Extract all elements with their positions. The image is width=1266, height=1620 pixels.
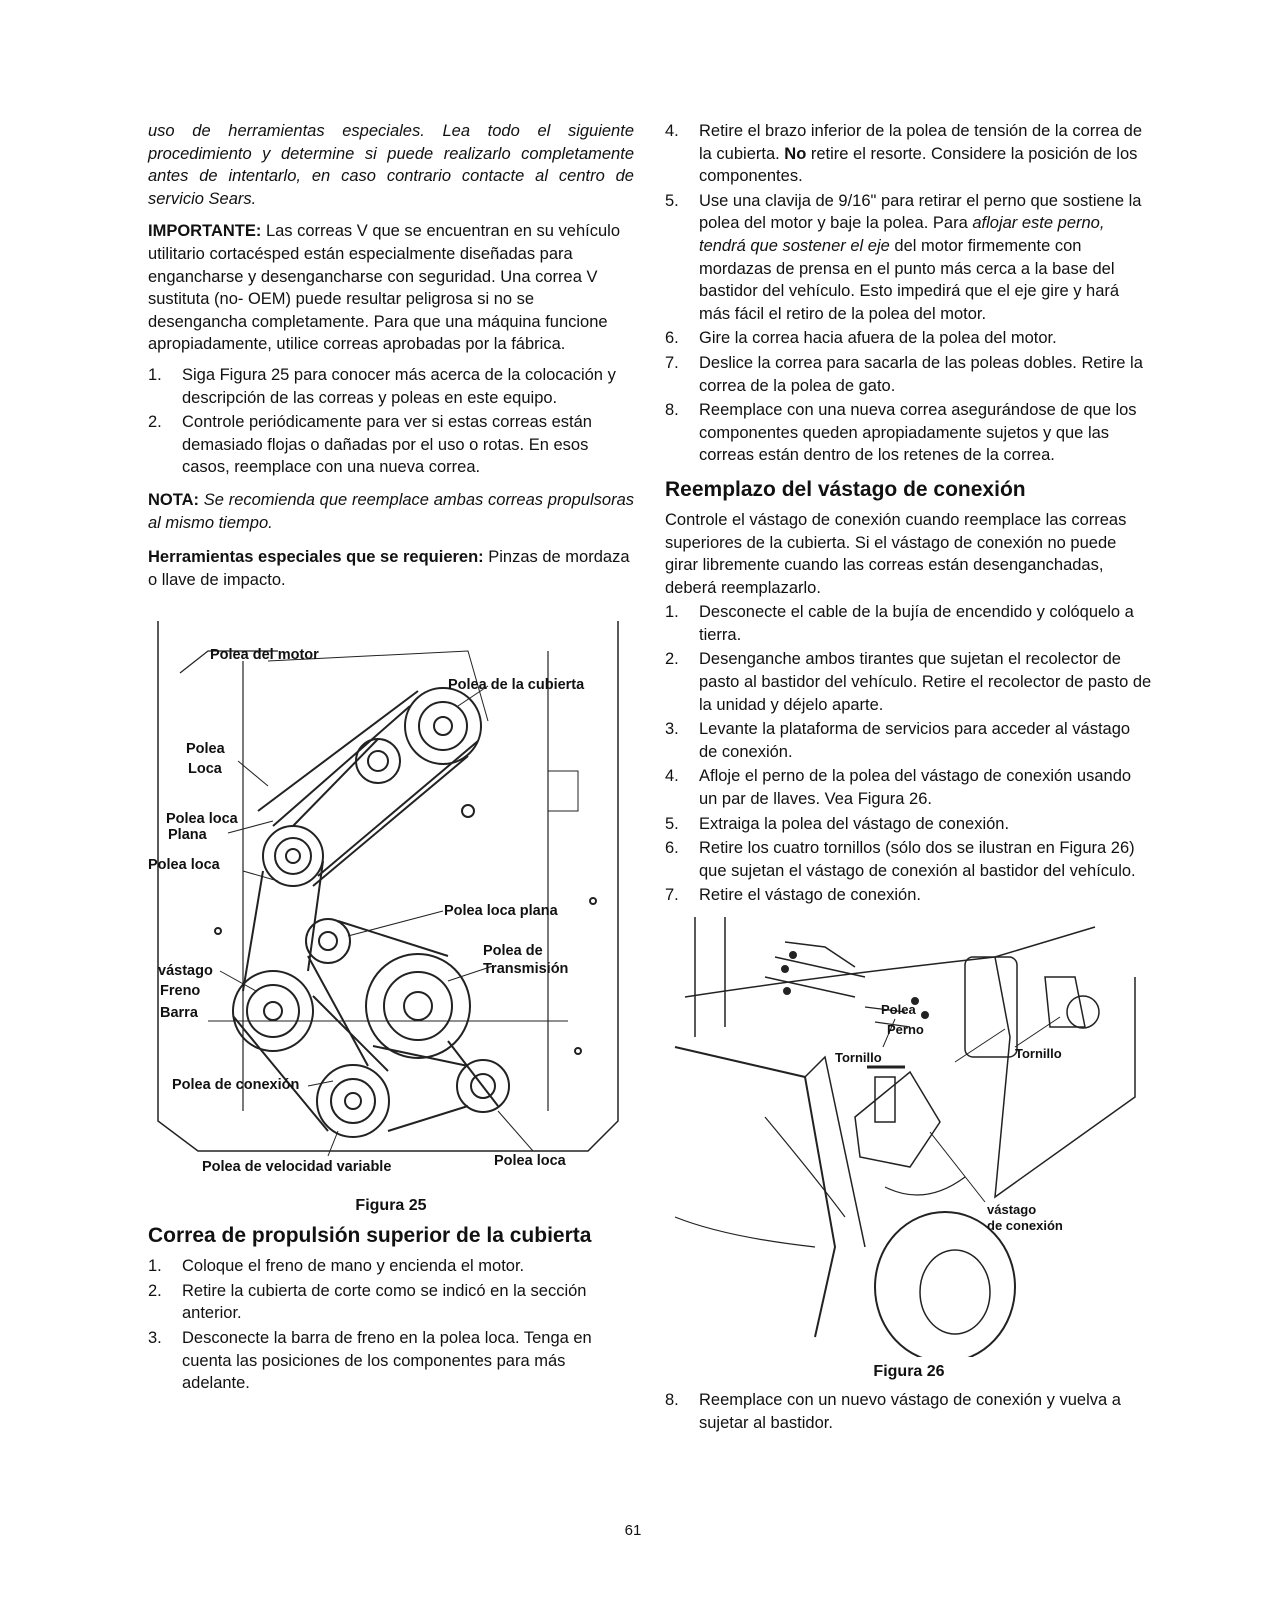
note-label: NOTA: — [148, 490, 200, 509]
important-text: Las correas V que se encuentran en su vehículo utilitario cortacésped están especialmente diseñadas para engancharse y desengancharse con seguridad. Una correa V sustituta (no- OEM) puede resultar peligrosa si no se desengancha completamente. Para que una máquina funcione apropiadamente, utilice correas aprobadas por la fábrica. — [148, 222, 621, 354]
figure-25-caption: Figura 25 — [355, 1197, 427, 1215]
step-number: 3. — [665, 720, 679, 739]
step-text: Reemplace con una nueva correa asegurándose de que los componentes queden apropiadamente sujetos y que las correas están dentro de los retenes de la correa. — [699, 401, 1137, 465]
label-polea-de-la-cubierta: Polea de la cubierta — [448, 677, 585, 694]
step-italic: aflojar este perno, tendrá que sostener el eje — [699, 214, 1105, 255]
inspection-steps — [148, 364, 634, 479]
step-number: 8. — [665, 1391, 679, 1409]
list-item — [665, 648, 1153, 716]
step-number: 7. — [665, 353, 679, 372]
tools-text: Pinzas de mordaza o llave de impacto. — [148, 548, 630, 589]
label-polea-de-transmision-a: Polea de — [483, 943, 543, 960]
correa-steps-continued — [665, 120, 1153, 467]
list-item — [148, 1327, 634, 1395]
step-text: Retire el brazo inferior de la polea de tensión de la correa de la cubierta. — [699, 122, 1143, 163]
step-number: 5. — [665, 191, 679, 210]
step-text: Desenganche ambos tirantes que sujetan el recolector de pasto al bastidor del vehículo. Retire el recolector de pasto de la unidad y déjelo aparte. — [699, 650, 1152, 714]
step-text: Desconecte el cable de la bujía de encendido y colóquelo a tierra. — [699, 603, 1134, 644]
step-number: 2. — [148, 1281, 162, 1300]
step-text: Use una clavija de 9/16" para retirar el perno que sostiene la polea del motor y baje la polea. Para — [699, 191, 1142, 233]
label-polea-loca-3: Polea loca — [494, 1153, 566, 1170]
list-item — [148, 1280, 634, 1325]
important-paragraph — [148, 220, 634, 356]
list-item — [665, 352, 1153, 397]
final-step — [665, 1389, 1153, 1434]
label-vastago-b: de conexión — [987, 1218, 1063, 1233]
step-number: 2. — [665, 650, 679, 669]
step-number: 4. — [665, 767, 679, 786]
step-text: Extraiga la polea del vástago de conexión. — [699, 814, 1010, 833]
label-polea-loca-b: Loca — [188, 761, 222, 778]
step-text: Siga Figura 25 para conocer más acerca de la colocación y descripción de las correas y poleas en este equipo. — [182, 365, 616, 407]
label-barra: Barra — [160, 1005, 198, 1022]
belt-diagram-illustration — [148, 611, 634, 1191]
label-polea-loca-plana-2: Polea loca plana — [444, 903, 558, 920]
label-tornillo-2: Tornillo — [1015, 1046, 1062, 1061]
step-text: Levante la plataforma de servicios para acceder al vástago de conexión. — [699, 720, 1131, 761]
step-number: 1. — [148, 365, 162, 384]
list-item — [665, 718, 1153, 763]
step-text: del motor firmemente con mordazas de prensa en el punto más cerca a la base del bastidor del vehículo. Esto impedirá que el eje gire y hará más fácil el retiro de la polea del motor. — [699, 236, 1120, 323]
important-label: IMPORTANTE: — [148, 222, 262, 241]
tools-label: Herramientas especiales que se requieren: — [148, 548, 484, 567]
label-polea-de-conexion: Polea de conexión — [172, 1077, 300, 1094]
step-number: 1. — [665, 603, 679, 622]
list-item — [665, 813, 1153, 836]
step-number: 7. — [665, 886, 679, 905]
label-tornillo-1: Tornillo — [835, 1050, 882, 1065]
connection-shaft-illustration — [665, 917, 1153, 1357]
list-item — [665, 765, 1153, 810]
label-polea: Polea — [881, 1002, 916, 1017]
note-text: Se recomienda que reemplace ambas correas propulsoras al mismo tiempo. — [148, 490, 634, 532]
step-text: Retire la cubierta de corte como se indicó en la sección anterior. — [182, 1281, 587, 1323]
step-number: 1. — [148, 1257, 162, 1276]
label-freno: Freno — [160, 983, 201, 1000]
correa-steps — [148, 1255, 634, 1395]
step-text: Retire los cuatro tornillos (sólo dos se ilustran en Figura 26) que sujetan el vástago de conexión al bastidor del vehículo. — [699, 839, 1136, 880]
step-text: Retire el vástago de conexión. — [699, 886, 921, 905]
label-polea-loca-plana-b: Plana — [168, 827, 207, 844]
step-text: Controle periódicamente para ver si estas correas están demasiado flojas o dañadas por el uso o rotas. En esos casos, reemplace con una nueva correa. — [182, 413, 592, 477]
figure-26 — [665, 917, 1153, 1357]
label-vastago: vástago — [158, 963, 213, 980]
figure-26-caption: Figura 26 — [873, 1363, 945, 1380]
step-text: Desconecte la barra de freno en la polea loca. Tenga en cuenta las posiciones de los componentes para más adelante. — [182, 1329, 592, 1393]
label-polea-loca-a: Polea — [186, 741, 225, 758]
step-text: Afloje el perno de la polea del vástago de conexión usando un par de llaves. Vea Figura 26. — [699, 767, 1132, 809]
step-number: 6. — [665, 839, 679, 858]
note-paragraph — [148, 489, 634, 534]
step-text: Gire la correa hacia afuera de la polea del motor. — [699, 329, 1057, 348]
figure-25 — [148, 611, 634, 1191]
tools-paragraph — [148, 546, 634, 591]
vastago-steps — [665, 601, 1153, 907]
list-item — [148, 411, 634, 479]
step-number: 3. — [148, 1329, 162, 1348]
list-item — [665, 399, 1153, 467]
vastago-intro: Controle el vástago de conexión cuando reemplace las correas superiores de la cubierta. Si el vástago de conexión no puede girar libremente cuando las correas están desenganchadas, deberá reemplazarlo. — [665, 510, 1127, 597]
page-number: 61 — [624, 1522, 642, 1539]
label-polea-de-transmision-b: Transmisión — [483, 961, 569, 978]
step-number: 5. — [665, 814, 679, 833]
label-polea-de-velocidad-variable: Polea de velocidad variable — [202, 1159, 392, 1176]
list-item — [148, 364, 634, 409]
label-polea-del-motor: Polea del motor — [210, 647, 319, 664]
step-text: retire el resorte. Considere la posición de los componentes. — [699, 144, 1138, 186]
step-text: Reemplace con un nuevo vástago de conexión y vuelva a sujetar al bastidor. — [699, 1391, 1121, 1432]
list-item — [665, 190, 1153, 326]
label-perno: Perno — [887, 1022, 924, 1037]
step-number: 2. — [148, 413, 162, 432]
label-vastago-a: vástago — [987, 1202, 1037, 1217]
step-emphasis: No — [784, 144, 807, 163]
label-polea-loca-2: Polea loca — [148, 857, 220, 874]
step-number: 4. — [665, 122, 679, 140]
list-item — [665, 601, 1153, 646]
list-item — [665, 120, 1153, 188]
step-number: 8. — [665, 401, 679, 420]
list-item — [665, 327, 1153, 350]
section-title-correa: Correa de propulsión superior de la cubierta — [148, 1224, 592, 1248]
list-item — [665, 1389, 1153, 1434]
step-text: Deslice la correa para sacarla de las poleas dobles. Retire la correa de la polea de gato. — [699, 353, 1143, 395]
label-polea-loca-plana-a: Polea loca — [166, 811, 238, 828]
right-column — [665, 120, 1153, 1444]
step-text: Coloque el freno de mano y encienda el motor. — [182, 1257, 525, 1276]
list-item — [665, 837, 1153, 882]
section-title-vastago: Reemplazo del vástago de conexión — [665, 477, 1026, 501]
intro-paragraph: uso de herramientas especiales. Lea todo el siguiente procedimiento y determine si puede realizarlo completamente antes de intentarlo, en caso contrario contacte al centro de servicio Sears. — [148, 122, 634, 208]
step-number: 6. — [665, 329, 679, 348]
list-item — [148, 1255, 634, 1278]
list-item — [665, 884, 1153, 907]
left-column — [148, 120, 634, 1405]
